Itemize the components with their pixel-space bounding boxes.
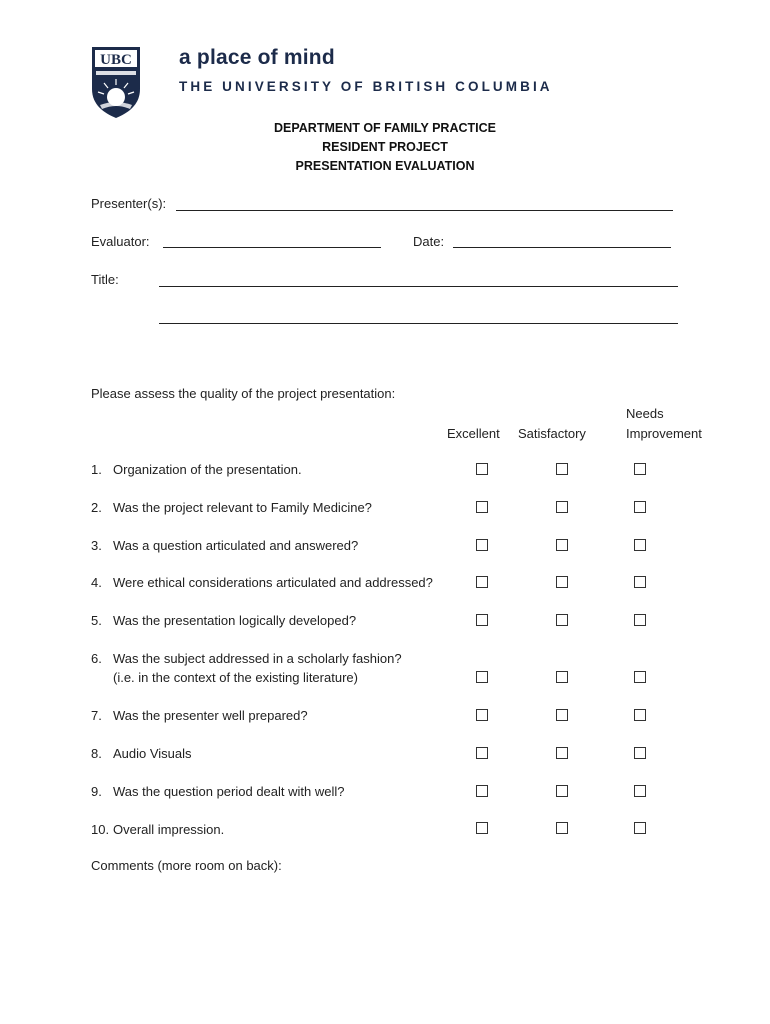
question-number: 2. [91, 500, 102, 515]
evaluator-label: Evaluator: [91, 234, 150, 249]
checkbox-excellent-q8[interactable] [476, 747, 488, 759]
question-text: Organization of the presentation. [113, 462, 302, 477]
checkbox-satisfactory-q10[interactable] [556, 822, 568, 834]
ubc-crest-logo [90, 45, 142, 119]
checkbox-excellent-q5[interactable] [476, 614, 488, 626]
evaluator-field[interactable] [163, 247, 381, 248]
checkbox-excellent-q9[interactable] [476, 785, 488, 797]
question-number: 5. [91, 613, 102, 628]
tagline: a place of mind [179, 46, 335, 69]
checkbox-excellent-q3[interactable] [476, 539, 488, 551]
university-name: THE UNIVERSITY OF BRITISH COLUMBIA [179, 79, 553, 94]
checkbox-excellent-q7[interactable] [476, 709, 488, 721]
title-label: Title: [91, 272, 119, 287]
question-text: Was the project relevant to Family Medicine? [113, 500, 372, 515]
comments-label: Comments (more room on back): [91, 858, 282, 873]
checkbox-needs-improvement-q2[interactable] [634, 501, 646, 513]
checkbox-excellent-q10[interactable] [476, 822, 488, 834]
checkbox-satisfactory-q6[interactable] [556, 671, 568, 683]
checkbox-satisfactory-q4[interactable] [556, 576, 568, 588]
question-number: 4. [91, 575, 102, 590]
checkbox-excellent-q2[interactable] [476, 501, 488, 513]
checkbox-excellent-q1[interactable] [476, 463, 488, 475]
checkbox-needs-improvement-q10[interactable] [634, 822, 646, 834]
checkbox-needs-improvement-q7[interactable] [634, 709, 646, 721]
project-heading: RESIDENT PROJECT [322, 140, 448, 154]
presenter-field[interactable] [176, 210, 673, 211]
checkbox-needs-improvement-q4[interactable] [634, 576, 646, 588]
checkbox-satisfactory-q5[interactable] [556, 614, 568, 626]
question-number: 10. [91, 822, 110, 837]
question-text: Was a question articulated and answered? [113, 538, 359, 553]
question-subtext: (i.e. in the context of the existing literature) [113, 670, 358, 685]
checkbox-needs-improvement-q8[interactable] [634, 747, 646, 759]
checkbox-satisfactory-q3[interactable] [556, 539, 568, 551]
question-text: Was the presentation logically developed? [113, 613, 357, 628]
presenter-label: Presenter(s): [91, 196, 167, 211]
title-field-line-1[interactable] [159, 286, 678, 287]
question-text: Were ethical considerations articulated and addressed? [113, 575, 433, 590]
date-field[interactable] [453, 247, 671, 248]
question-number: 8. [91, 746, 102, 761]
question-number: 7. [91, 708, 102, 723]
checkbox-satisfactory-q9[interactable] [556, 785, 568, 797]
column-satisfactory: Satisfactory [518, 426, 586, 441]
checkbox-satisfactory-q8[interactable] [556, 747, 568, 759]
checkbox-satisfactory-q1[interactable] [556, 463, 568, 475]
department-heading: DEPARTMENT OF FAMILY PRACTICE [273, 121, 496, 135]
question-text: Overall impression. [113, 822, 225, 837]
checkbox-satisfactory-q2[interactable] [556, 501, 568, 513]
question-number: 1. [91, 462, 102, 477]
question-number: 9. [91, 784, 102, 799]
column-excellent: Excellent [447, 426, 500, 441]
checkbox-needs-improvement-q9[interactable] [634, 785, 646, 797]
evaluation-heading: PRESENTATION EVALUATION [295, 159, 475, 173]
question-text: Audio Visuals [113, 746, 192, 761]
checkbox-excellent-q6[interactable] [476, 671, 488, 683]
checkbox-satisfactory-q7[interactable] [556, 709, 568, 721]
question-number: 3. [91, 538, 102, 553]
title-field-line-2[interactable] [159, 323, 678, 324]
question-text: Was the presenter well prepared? [113, 708, 308, 723]
question-text: Was the subject addressed in a scholarly fashion? [113, 651, 402, 666]
question-number: 6. [91, 651, 102, 666]
checkbox-needs-improvement-q1[interactable] [634, 463, 646, 475]
column-needs: Needs [626, 406, 664, 421]
checkbox-needs-improvement-q3[interactable] [634, 539, 646, 551]
question-text: Was the question period dealt with well? [113, 784, 345, 799]
checkbox-needs-improvement-q5[interactable] [634, 614, 646, 626]
checkbox-needs-improvement-q6[interactable] [634, 671, 646, 683]
column-improvement: Improvement [626, 426, 702, 441]
date-label: Date: [413, 234, 445, 249]
checkbox-excellent-q4[interactable] [476, 576, 488, 588]
assessment-prompt: Please assess the quality of the project presentation: [91, 386, 396, 401]
svg-text:UBC: UBC [100, 52, 132, 68]
